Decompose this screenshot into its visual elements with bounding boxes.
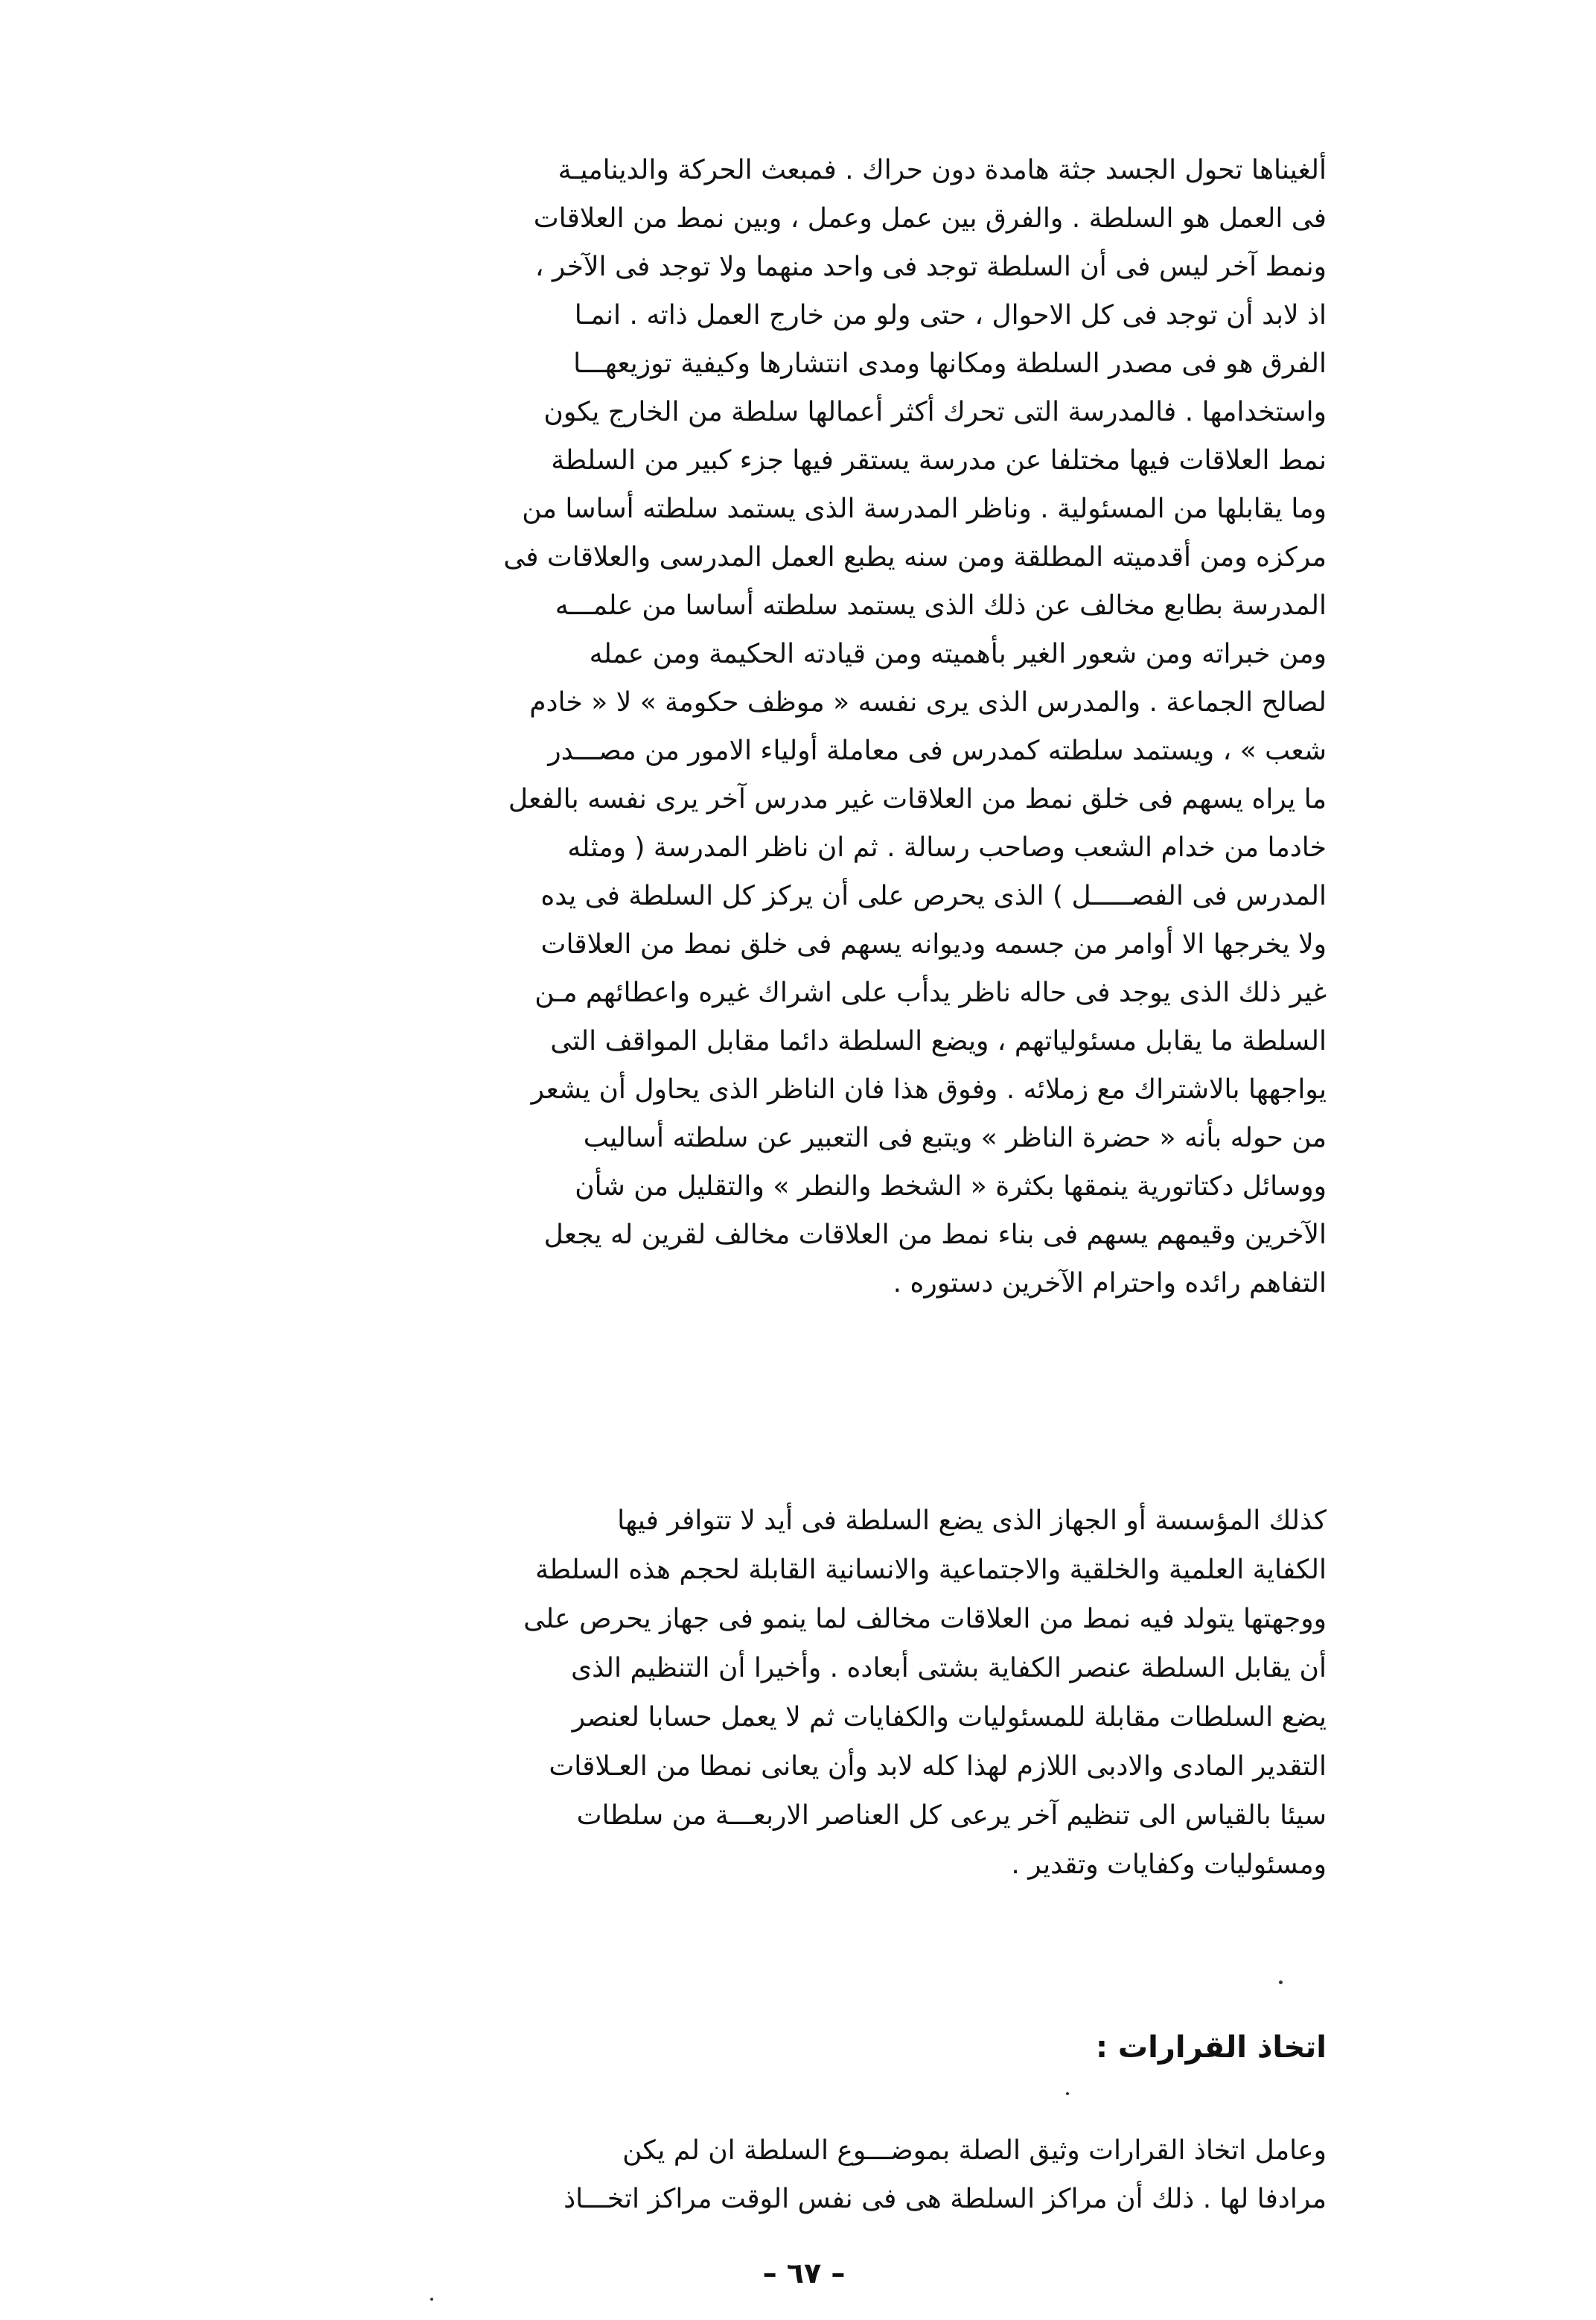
paragraph-decisions xyxy=(264,2126,1327,2223)
text-line: ما يراه يسهم فى خلق نمط من العلاقات غير مدرس آخر يرى نفسه بالفعل xyxy=(508,784,1327,815)
paragraph-authority xyxy=(264,146,1327,1307)
text-line: كذلك المؤسسة أو الجهاز الذى يضع السلطة فى أيد لا تتوافر فيها xyxy=(617,1505,1327,1536)
text-line: من حوله بأنه « حضرة الناظر » ويتبع فى التعبير عن سلطته أساليب xyxy=(583,1123,1327,1153)
page-number: – ٦٧ – xyxy=(762,2257,846,2289)
text-line: نمط العلاقات فيها مختلفا عن مدرسة يستقر فيها جزء كبير من السلطة xyxy=(551,445,1327,476)
text-line: ووجهتها يتولد فيه نمط من العلاقات مخالف لما ينمو فى جهاز يحرص على xyxy=(523,1604,1327,1634)
text-line: الآخرين وقيمهم يسهم فى بناء نمط من العلاقات مخالف لقرين له يجعل xyxy=(543,1220,1327,1250)
scan-speck xyxy=(1066,2092,1069,2095)
text-line: مرادفا لها . ذلك أن مراكز السلطة هى فى نفس الوقت مراكز اتخـــاذ xyxy=(564,2184,1327,2214)
text-line: ونمط آخر ليس فى أن السلطة توجد فى واحد منهما ولا توجد فى الآخر ، xyxy=(534,252,1327,282)
scan-speck xyxy=(430,2298,433,2301)
text-line: واستخدامها . فالمدرسة التى تحرك أكثر أعمالها سلطة من الخارج يكون xyxy=(543,397,1327,427)
text-line: خادما من خدام الشعب وصاحب رسالة . ثم ان ناظر المدرسة ( ومثله xyxy=(567,832,1327,863)
text-line: التقدير المادى والادبى اللازم لهذا كله لابد وأن يعانى نمطا من العـلاقات xyxy=(549,1751,1327,1782)
text-line: يواجهها بالاشتراك مع زملائه . وفوق هذا فان الناظر الذى يحاول أن يشعر xyxy=(531,1074,1327,1105)
text-line: وما يقابلها من المسئولية . وناظر المدرسة الذى يستمد سلطته أساسا من xyxy=(522,494,1327,524)
text-line: لصالح الجماعة . والمدرس الذى يرى نفسه « موظف حكومة » لا « خادم xyxy=(529,687,1327,718)
text-line: وعامل اتخاذ القرارات وثيق الصلة بموضـــوع السلطة ان لم يكن xyxy=(622,2135,1327,2166)
text-line: ووسائل دكتاتورية ينمقها بكثرة « الشخط والنطر » والتقليل من شأن xyxy=(575,1171,1327,1202)
text-line: يضع السلطات مقابلة للمسئوليات والكفايات ثم لا يعمل حسابا لعنصر xyxy=(572,1702,1327,1733)
paragraph-institution xyxy=(264,1497,1327,1890)
text-line: التفاهم رائده واحترام الآخرين دستوره . xyxy=(893,1268,1327,1298)
text-line: فى العمل هو السلطة . والفرق بين عمل وعمل ، وبين نمط من العلاقات xyxy=(533,203,1327,234)
section-heading: اتخاذ القرارات : xyxy=(1096,2030,1327,2065)
text-line: غير ذلك الذى يوجد فى حاله ناظر يدأب على اشراك غيره واعطائهم مـن xyxy=(534,978,1327,1008)
text-line: السلطة ما يقابل مسئولياتهم ، ويضع السلطة دائما مقابل المواقف التى xyxy=(550,1026,1327,1057)
text-line: ألغيناها تحول الجسد جثة هامدة دون حراك . فمبعث الحركة والديناميـة xyxy=(558,155,1327,185)
text-line: أن يقابل السلطة عنصر الكفاية بشتى أبعاده . وأخيرا أن التنظيم الذى xyxy=(570,1653,1327,1683)
text-line: المدرسة بطابع مخالف عن ذلك الذى يستمد سلطته أساسا من علمـــه xyxy=(555,590,1327,621)
text-line: الفرق هو فى مصدر السلطة ومكانها ومدى انتشارها وكيفية توزيعهـــا xyxy=(573,348,1327,379)
text-line: ومن خبراته ومن شعور الغير بأهميته ومن قيادته الحكيمة ومن عمله xyxy=(589,639,1327,669)
text-line: الكفاية العلمية والخلقية والاجتماعية والانسانية القابلة لحجم هذه السلطة xyxy=(534,1555,1327,1585)
text-line: ومسئوليات وكفايات وتقدير . xyxy=(1011,1849,1327,1880)
text-line: شعب » ، ويستمد سلطته كمدرس فى معاملة أولياء الامور من مصـــدر xyxy=(548,736,1327,766)
text-line: المدرس فى الفصـــــل ) الذى يحرص على أن يركز كل السلطة فى يده xyxy=(540,881,1327,911)
scan-speck xyxy=(1279,1980,1283,1984)
text-line: سيئا بالقياس الى تنظيم آخر يرعى كل العناصر الاربعـــة من سلطات xyxy=(576,1800,1327,1831)
text-line: اذ لابد أن توجد فى كل الاحوال ، حتى ولو من خارج العمل ذاته . انمـا xyxy=(574,300,1327,331)
text-line: مركزه ومن أقدميته المطلقة ومن سنه يطبع العمل المدرسى والعلاقات فى xyxy=(503,542,1327,573)
text-line: ولا يخرجها الا أوامر من جسمه وديوانه يسهم فى خلق نمط من العلاقات xyxy=(540,929,1327,960)
